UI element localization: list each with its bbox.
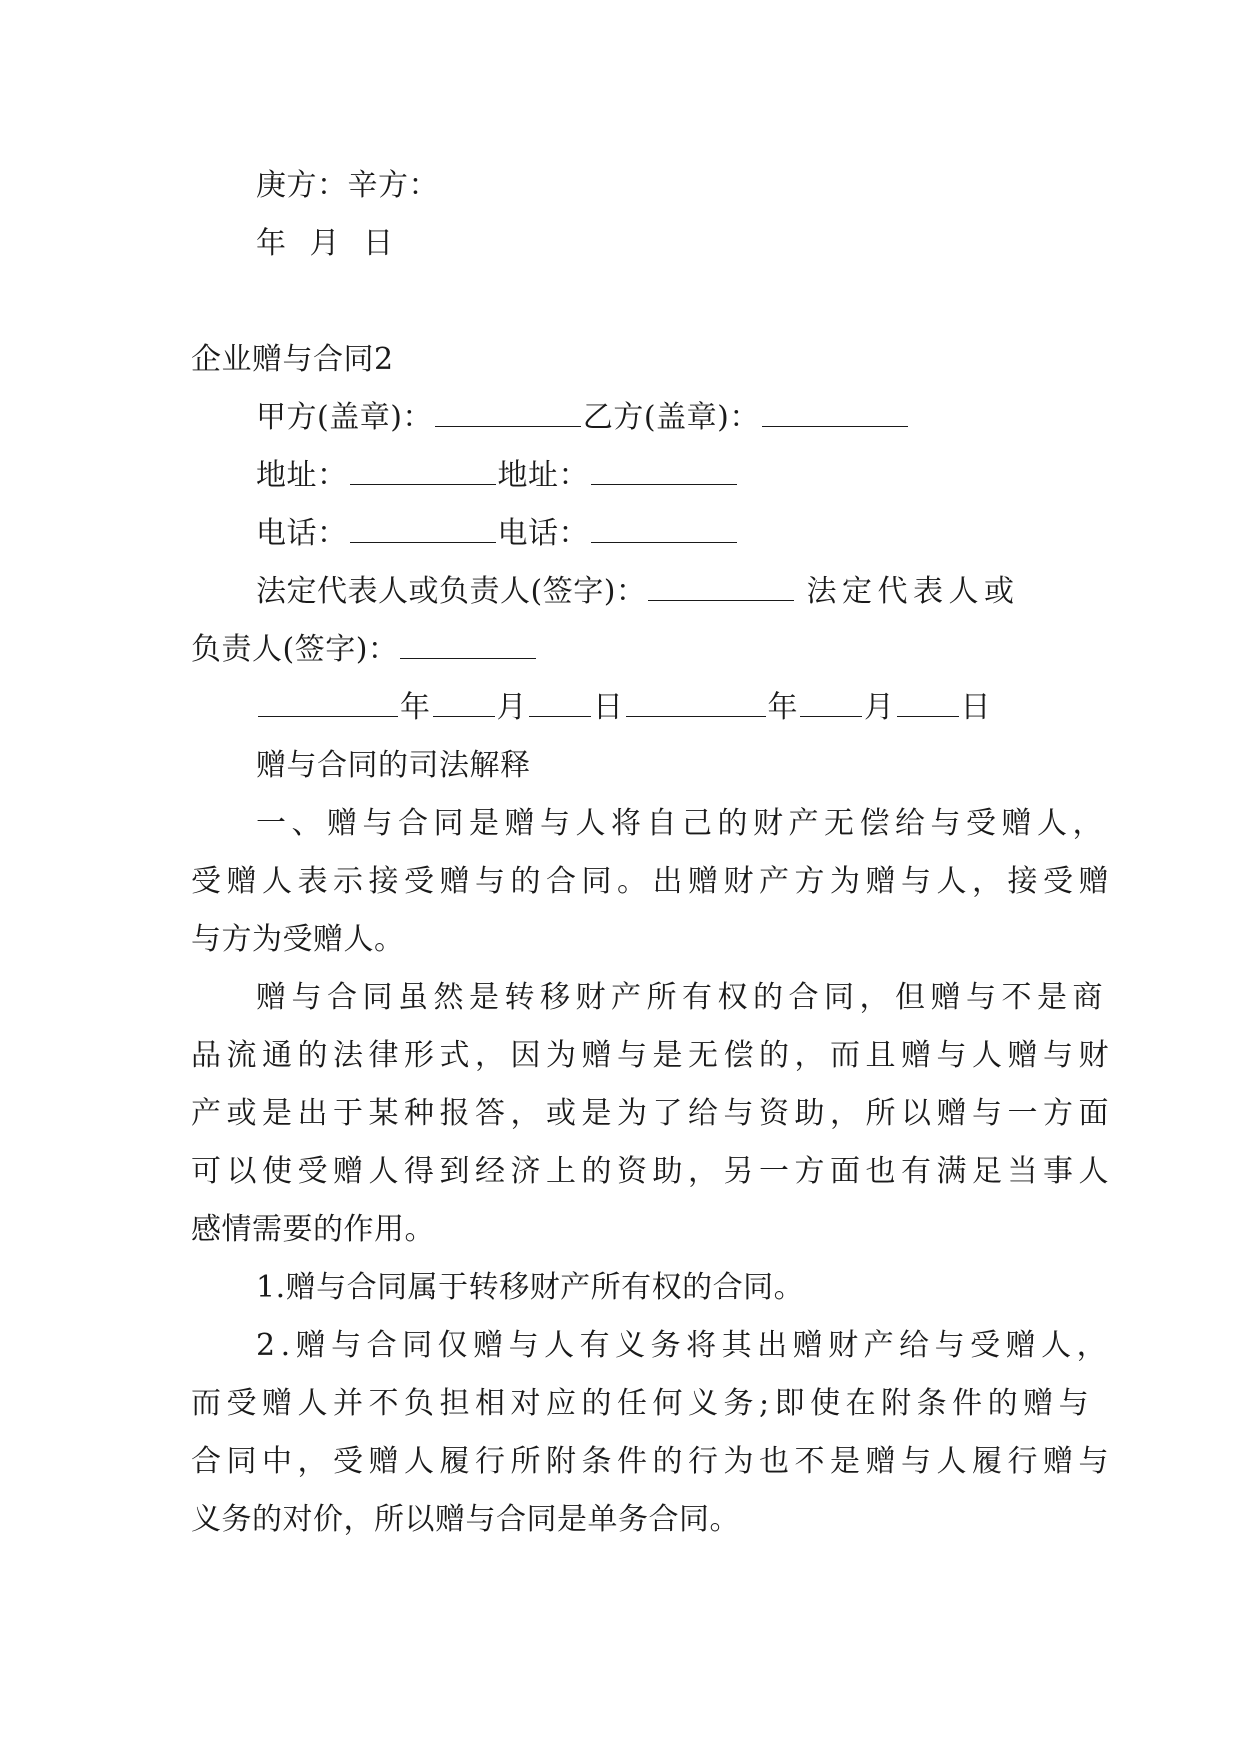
list-item-2-line-1: 2.赠与合同仅赠与人有义务将其出赠财产给与受赠人，: [256, 1328, 1113, 1363]
rep-blank-b: [400, 632, 536, 659]
paragraph-1-line-1: 一、赠与合同是赠与人将自己的财产无偿给与受赠人，: [256, 806, 1108, 841]
paragraph-2-line-2: 品流通的法律形式，因为赠与是无偿的，而且赠与人赠与财: [191, 1038, 1114, 1073]
month-blank-a: [433, 690, 495, 717]
representative-line-1: [256, 572, 1241, 612]
list-item-2-line-2: 而受赠人并不负担相对应的任何义务;即使在附条件的赠与: [191, 1386, 1095, 1421]
signature-date: 年 月 日: [256, 226, 401, 261]
rep-label-b-end: 负责人(签字)：: [191, 632, 399, 667]
rep-label-b-start: 法定代表人或: [806, 574, 1020, 609]
section-title: 赠与合同的司法解释: [256, 748, 531, 783]
paragraph-2-line-4: 可以使受赠人得到经济上的资助，另一方面也有满足当事人: [191, 1154, 1114, 1189]
paragraph-2-line-3: 产或是出于某种报答，或是为了给与资助，所以赠与一方面: [191, 1096, 1114, 1131]
address-label-b: 地址：: [497, 458, 589, 493]
date-fill-line: [256, 688, 1241, 728]
contract-title: 企业赠与合同2: [191, 342, 394, 377]
year-blank-b: [626, 690, 766, 717]
paragraph-1-line-3: 与方为受赠人。: [191, 922, 405, 957]
day-blank-b: [897, 690, 959, 717]
representative-line-2: [191, 630, 1241, 670]
day-label-a: 日: [593, 690, 624, 725]
party-b-label: 乙方(盖章)：: [582, 400, 760, 435]
party-a-blank: [435, 400, 581, 427]
paragraph-1-line-2: 受赠人表示接受赠与的合同。出赠财产方为赠与人，接受赠: [191, 864, 1114, 899]
phone-blank-a: [350, 516, 496, 543]
address-blank-b: [591, 458, 737, 485]
list-item-2-line-4: 义务的对价，所以赠与合同是单务合同。: [191, 1502, 740, 1537]
address-blank-a: [350, 458, 496, 485]
phone-label-a: 电话：: [256, 516, 348, 551]
paragraph-2-line-5: 感情需要的作用。: [191, 1212, 435, 1247]
phone-label-b: 电话：: [497, 516, 589, 551]
month-label-b: 月: [864, 690, 895, 725]
day-blank-a: [529, 690, 591, 717]
party-a-label: 甲方(盖章)：: [256, 400, 433, 435]
month-label-a: 月: [496, 690, 527, 725]
list-item-2-line-3: 合同中，受赠人履行所附条件的行为也不是赠与人履行赠与: [191, 1444, 1114, 1479]
address-label-a: 地址：: [256, 458, 348, 493]
phone-blank-b: [591, 516, 737, 543]
year-label-a: 年: [400, 690, 431, 725]
year-label-b: 年: [767, 690, 798, 725]
party-line: [256, 398, 1241, 438]
year-blank-a: [258, 690, 398, 717]
signature-parties: 庚方：辛方：: [256, 168, 439, 203]
list-item-1: 1.赠与合同属于转移财产所有权的合同。: [256, 1270, 805, 1305]
month-blank-b: [800, 690, 862, 717]
rep-blank-a: [648, 574, 794, 601]
day-label-b: 日: [960, 690, 991, 725]
rep-label-a: 法定代表人或负责人(签字)：: [256, 574, 647, 609]
phone-line: [256, 514, 1241, 554]
address-line: [256, 456, 1241, 496]
paragraph-2-line-1: 赠与合同虽然是转移财产所有权的合同，但赠与不是商: [256, 980, 1108, 1015]
party-b-blank: [762, 400, 908, 427]
